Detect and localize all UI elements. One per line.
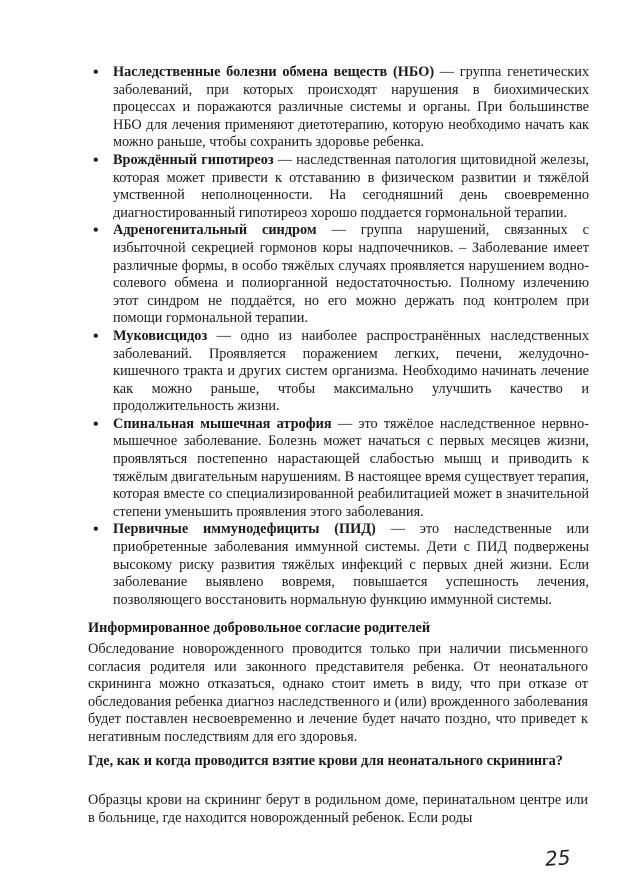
disease-description: — одно из наиболее распространённых наследственных заболеваний. Проявляется поражением легких, печени, желудочно-кишечного тракта и других систем организма. Необходимо начинать лечение как можно раньше, чтобы максимально улучшить качество и продолжительность жизни. xyxy=(113,327,589,415)
list-item xyxy=(84,416,589,522)
disease-term: Адреногенитальный синдром xyxy=(113,222,317,239)
disease-list xyxy=(84,64,589,609)
consent-heading: Информированное добровольное согласие родителей xyxy=(88,620,431,636)
list-item xyxy=(84,222,589,328)
disease-term: Спинальная мышечная атрофия xyxy=(113,415,332,432)
list-item xyxy=(84,521,589,609)
disease-term: Муковисцидоз xyxy=(113,327,208,344)
disease-description: — это тяжёлое наследственное нервно-мышечное заболевание. Болезнь может начаться с первых месяцев жизни, проявляться постепенно нарастающей слабостью мышц и приводить к тяжёлым двигательным нарушениям. В настоящее время существует терапия, которая вместе со специализированной реабилитацией может в значительной степени уменьшить проявления этого заболевания. xyxy=(113,415,589,520)
list-item xyxy=(84,328,589,416)
disease-description: — наследственная патология щитовидной железы, которая может привести к отставанию в физическом развитии и тяжёлой умственной неполноценности. На сегодняшний день своевременно диагностированный гипотиреоз хорошо поддается гормональной терапии. xyxy=(113,151,589,221)
disease-description: — группа нарушений, связанных с избыточной секрецией гормонов коры надпочечников. – Заболевание имеет различные формы, в особо тяжёлых случаях проявляется нарушением водно-солевого обмена и полиорганной недостаточностью. Полному излечению этот синдром не поддаётся, но его можно держать под контролем при помощи гормональной терапии. xyxy=(113,222,590,327)
list-item xyxy=(84,64,589,152)
page-number: 25 xyxy=(544,845,572,871)
disease-term: Наследственные болезни обмена веществ (НБО) xyxy=(113,64,435,80)
sampling-paragraph: Образцы крови на скрининг берут в родильном доме, перинатальном центре или в больнице, где находится новорожденный ребенок. Если роды xyxy=(88,792,588,826)
list-item xyxy=(84,152,589,222)
disease-term: Врождённый гипотиреоз xyxy=(113,151,274,168)
disease-description: — это наследственные или приобретенные заболевания иммунной системы. Дети с ПИД подвержены высокому риску развития тяжёлых инфекций с первых дней жизни. Если заболевание выявлено вовремя, повышается успешность лечения, позволяющего восстановить нормальную функцию иммунной системы. xyxy=(113,521,589,608)
sampling-heading: Где, как и когда проводится взятие крови для неонатального скрининга? xyxy=(88,753,563,769)
disease-term: Первичные иммунодефициты (ПИД) xyxy=(113,521,376,538)
consent-paragraph: Обследование новорожденного проводится только при наличии письменного согласия родителя или законного представителя ребенка. От неонатального скрининга можно отказаться, однако стоит иметь в виду, что при отказе от обследования ребенка диагноз наследственного и (или) врожденного заболевания будет поставлен несвоевременно и лечение будет начато поздно, что приведет к негативным последствиям для его здоровья. xyxy=(88,641,588,745)
disease-description: — группа генетических заболеваний, при которых происходят нарушения в биохимических процессах и поражаются различные системы и органы. При большинстве НБО для лечения применяют диетотерапию, которую необходимо начать как можно раньше, чтобы сохранить здоровье ребенка. xyxy=(113,64,590,151)
